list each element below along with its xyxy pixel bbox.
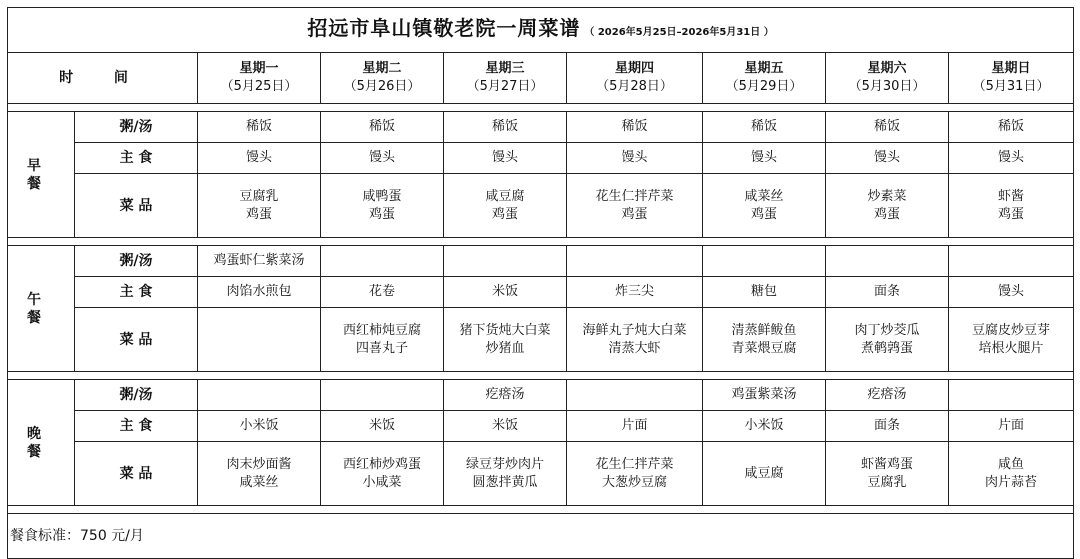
dish-item: 肉片蒜苔 <box>985 474 1038 490</box>
staple-cell: 面条 <box>826 277 949 308</box>
soup-cell: 稀饭 <box>198 112 321 143</box>
day-date: （5月27日） <box>466 79 544 94</box>
dish-item: 虾酱鸡蛋 <box>860 456 913 472</box>
dish-cell <box>198 308 321 372</box>
soup-cell <box>567 246 703 277</box>
category-label: 主 食 <box>75 411 198 442</box>
day-date: （5月28日） <box>596 79 673 94</box>
dish-item: 西红柿炒鸡蛋 <box>342 456 421 472</box>
dish-item: 虾酱 <box>998 188 1025 204</box>
dish-item: 清蒸大虾 <box>608 340 661 356</box>
dish-item: 花生仁拌芹菜 <box>595 188 674 204</box>
dish-cell <box>321 308 444 372</box>
soup-cell: 疙瘩汤 <box>444 380 567 411</box>
staple-cell: 馒头 <box>949 143 1074 174</box>
dish-cell <box>321 174 444 238</box>
day-name: 星期一 <box>239 61 279 76</box>
staple-cell: 馒头 <box>567 143 703 174</box>
soup-cell: 稀饭 <box>703 112 826 143</box>
dish-item: 海鲜丸子炖大白菜 <box>582 322 687 338</box>
day-header <box>703 53 826 104</box>
menu-sheet <box>7 7 1073 550</box>
dinner-dish-row <box>8 442 1074 506</box>
soup-cell <box>321 380 444 411</box>
staple-cell: 馒头 <box>949 277 1074 308</box>
day-date: （5月30日） <box>848 79 926 94</box>
staple-cell: 小米饭 <box>703 411 826 442</box>
category-label: 粥/汤 <box>75 112 198 143</box>
dish-cell <box>703 174 826 238</box>
staple-cell: 炸三尖 <box>567 277 703 308</box>
day-header <box>198 53 321 104</box>
dish-item: 豆腐皮炒豆芽 <box>972 322 1051 338</box>
soup-cell <box>703 246 826 277</box>
category-label: 菜 品 <box>75 442 198 506</box>
day-header <box>949 53 1074 104</box>
lunch-label: 午 餐 <box>8 246 75 372</box>
breakfast-dish-row <box>8 174 1074 238</box>
soup-cell: 稀饭 <box>949 112 1074 143</box>
dish-item: 绿豆芽炒肉片 <box>465 456 544 472</box>
day-name: 星期四 <box>614 61 654 76</box>
day-name: 星期三 <box>485 61 525 76</box>
dish-item: 炒素菜 <box>867 188 907 204</box>
soup-cell <box>567 380 703 411</box>
dish-item: 青菜煨豆腐 <box>731 340 797 356</box>
day-header <box>567 53 703 104</box>
dish-item: 鸡蛋 <box>621 206 648 222</box>
dish-item: 圆葱拌黄瓜 <box>472 474 538 490</box>
dish-item: 咸鸭蛋 <box>362 188 402 204</box>
page-title: 招远市阜山镇敬老院一周菜谱 <box>307 15 581 40</box>
category-label: 粥/汤 <box>75 246 198 277</box>
section-gap <box>8 372 1074 380</box>
soup-cell: 疙瘩汤 <box>826 380 949 411</box>
dinner-soup-row <box>8 380 1074 411</box>
dish-item: 鸡蛋 <box>491 206 518 222</box>
dish-cell <box>198 174 321 238</box>
day-name: 星期日 <box>991 61 1031 76</box>
dish-item: 煮鹌鹑蛋 <box>860 340 913 356</box>
staple-cell: 面条 <box>826 411 949 442</box>
soup-cell <box>949 246 1074 277</box>
day-name: 星期二 <box>362 61 402 76</box>
day-name: 星期五 <box>744 61 784 76</box>
date-range: （ 2026年5月25日–2026年5月31日 ） <box>584 26 774 38</box>
dish-item: 西红柿炖豆腐 <box>342 322 421 338</box>
dish-cell <box>949 442 1074 506</box>
dish-cell <box>826 442 949 506</box>
dish-cell <box>567 174 703 238</box>
lunch-staple-row <box>8 277 1074 308</box>
dish-item: 鸡蛋 <box>245 206 272 222</box>
dish-item: 咸豆腐 <box>744 465 784 481</box>
day-header <box>444 53 567 104</box>
dish-item: 咸豆腐 <box>485 188 525 204</box>
day-header <box>321 53 444 104</box>
dish-item: 咸鱼 <box>998 456 1025 472</box>
dish-item: 鸡蛋 <box>750 206 777 222</box>
breakfast-staple-row <box>8 143 1074 174</box>
staple-cell: 糖包 <box>703 277 826 308</box>
dish-cell <box>703 308 826 372</box>
dish-cell <box>444 308 567 372</box>
dish-item: 豆腐乳 <box>239 188 279 204</box>
soup-cell <box>321 246 444 277</box>
section-gap <box>8 104 1074 112</box>
day-date: （5月25日） <box>220 79 298 94</box>
soup-cell <box>826 246 949 277</box>
soup-cell: 鸡蛋紫菜汤 <box>703 380 826 411</box>
section-gap <box>8 238 1074 246</box>
dish-cell <box>826 308 949 372</box>
staple-cell: 片面 <box>567 411 703 442</box>
dish-cell <box>444 442 567 506</box>
category-label: 主 食 <box>75 277 198 308</box>
dish-cell <box>198 442 321 506</box>
soup-cell: 稀饭 <box>567 112 703 143</box>
soup-cell <box>949 380 1074 411</box>
soup-cell: 鸡蛋虾仁紫菜汤 <box>198 246 321 277</box>
staple-cell: 小米饭 <box>198 411 321 442</box>
dish-item: 肉丁炒茭瓜 <box>854 322 920 338</box>
dish-item: 鸡蛋 <box>998 206 1025 222</box>
dish-item: 清蒸鲜鲅鱼 <box>731 322 797 338</box>
lunch-dish-row <box>8 308 1074 372</box>
breakfast-soup-row <box>8 112 1074 143</box>
dish-cell <box>567 308 703 372</box>
staple-cell: 花卷 <box>321 277 444 308</box>
staple-cell: 馒头 <box>198 143 321 174</box>
staple-cell: 米饭 <box>444 277 567 308</box>
dinner-label: 晚 餐 <box>8 380 75 506</box>
dish-item: 炒猪血 <box>485 340 525 356</box>
breakfast-label: 早 餐 <box>8 112 75 238</box>
category-label: 菜 品 <box>75 308 198 372</box>
dish-item: 鸡蛋 <box>873 206 900 222</box>
day-name: 星期六 <box>867 61 907 76</box>
time-header: 时 间 <box>8 53 198 104</box>
dish-item: 大葱炒豆腐 <box>601 474 667 490</box>
dish-cell <box>826 174 949 238</box>
dish-item: 小咸菜 <box>362 474 402 490</box>
category-label: 菜 品 <box>75 174 198 238</box>
dish-item: 培根火腿片 <box>978 340 1044 356</box>
dish-cell <box>949 308 1074 372</box>
soup-cell <box>444 246 567 277</box>
dish-item: 四喜丸子 <box>355 340 408 356</box>
staple-cell: 米饭 <box>444 411 567 442</box>
dish-item: 肉末炒面酱 <box>226 456 292 472</box>
soup-cell: 稀饭 <box>321 112 444 143</box>
dish-cell <box>321 442 444 506</box>
dish-item: 猪下货炖大白菜 <box>459 322 551 338</box>
category-label: 粥/汤 <box>75 380 198 411</box>
staple-cell: 肉馅水煎包 <box>198 277 321 308</box>
staple-cell: 馒头 <box>321 143 444 174</box>
soup-cell: 稀饭 <box>826 112 949 143</box>
title-cell <box>8 8 1074 53</box>
dish-item: 咸菜丝 <box>239 474 279 490</box>
soup-cell: 稀饭 <box>444 112 567 143</box>
category-label: 主 食 <box>75 143 198 174</box>
staple-cell: 米饭 <box>321 411 444 442</box>
day-date: （5月26日） <box>343 79 421 94</box>
dinner-staple-row <box>8 411 1074 442</box>
dish-cell <box>703 442 826 506</box>
dish-item: 咸菜丝 <box>744 188 784 204</box>
day-date: （5月29日） <box>725 79 803 94</box>
staple-cell: 馒头 <box>444 143 567 174</box>
section-gap <box>8 506 1074 514</box>
weekly-menu-table <box>7 7 1074 559</box>
staple-cell: 馒头 <box>703 143 826 174</box>
dish-item: 花生仁拌芹菜 <box>595 456 674 472</box>
staple-cell: 馒头 <box>826 143 949 174</box>
day-header <box>826 53 949 104</box>
dish-item: 鸡蛋 <box>368 206 395 222</box>
dish-cell <box>949 174 1074 238</box>
staple-cell: 片面 <box>949 411 1074 442</box>
dish-cell <box>444 174 567 238</box>
soup-cell <box>198 380 321 411</box>
day-date: （5月31日） <box>972 79 1050 94</box>
meal-standard: 餐食标准：750 元/月 <box>8 514 1074 559</box>
dish-cell <box>567 442 703 506</box>
dish-item: 豆腐乳 <box>867 474 907 490</box>
lunch-soup-row <box>8 246 1074 277</box>
